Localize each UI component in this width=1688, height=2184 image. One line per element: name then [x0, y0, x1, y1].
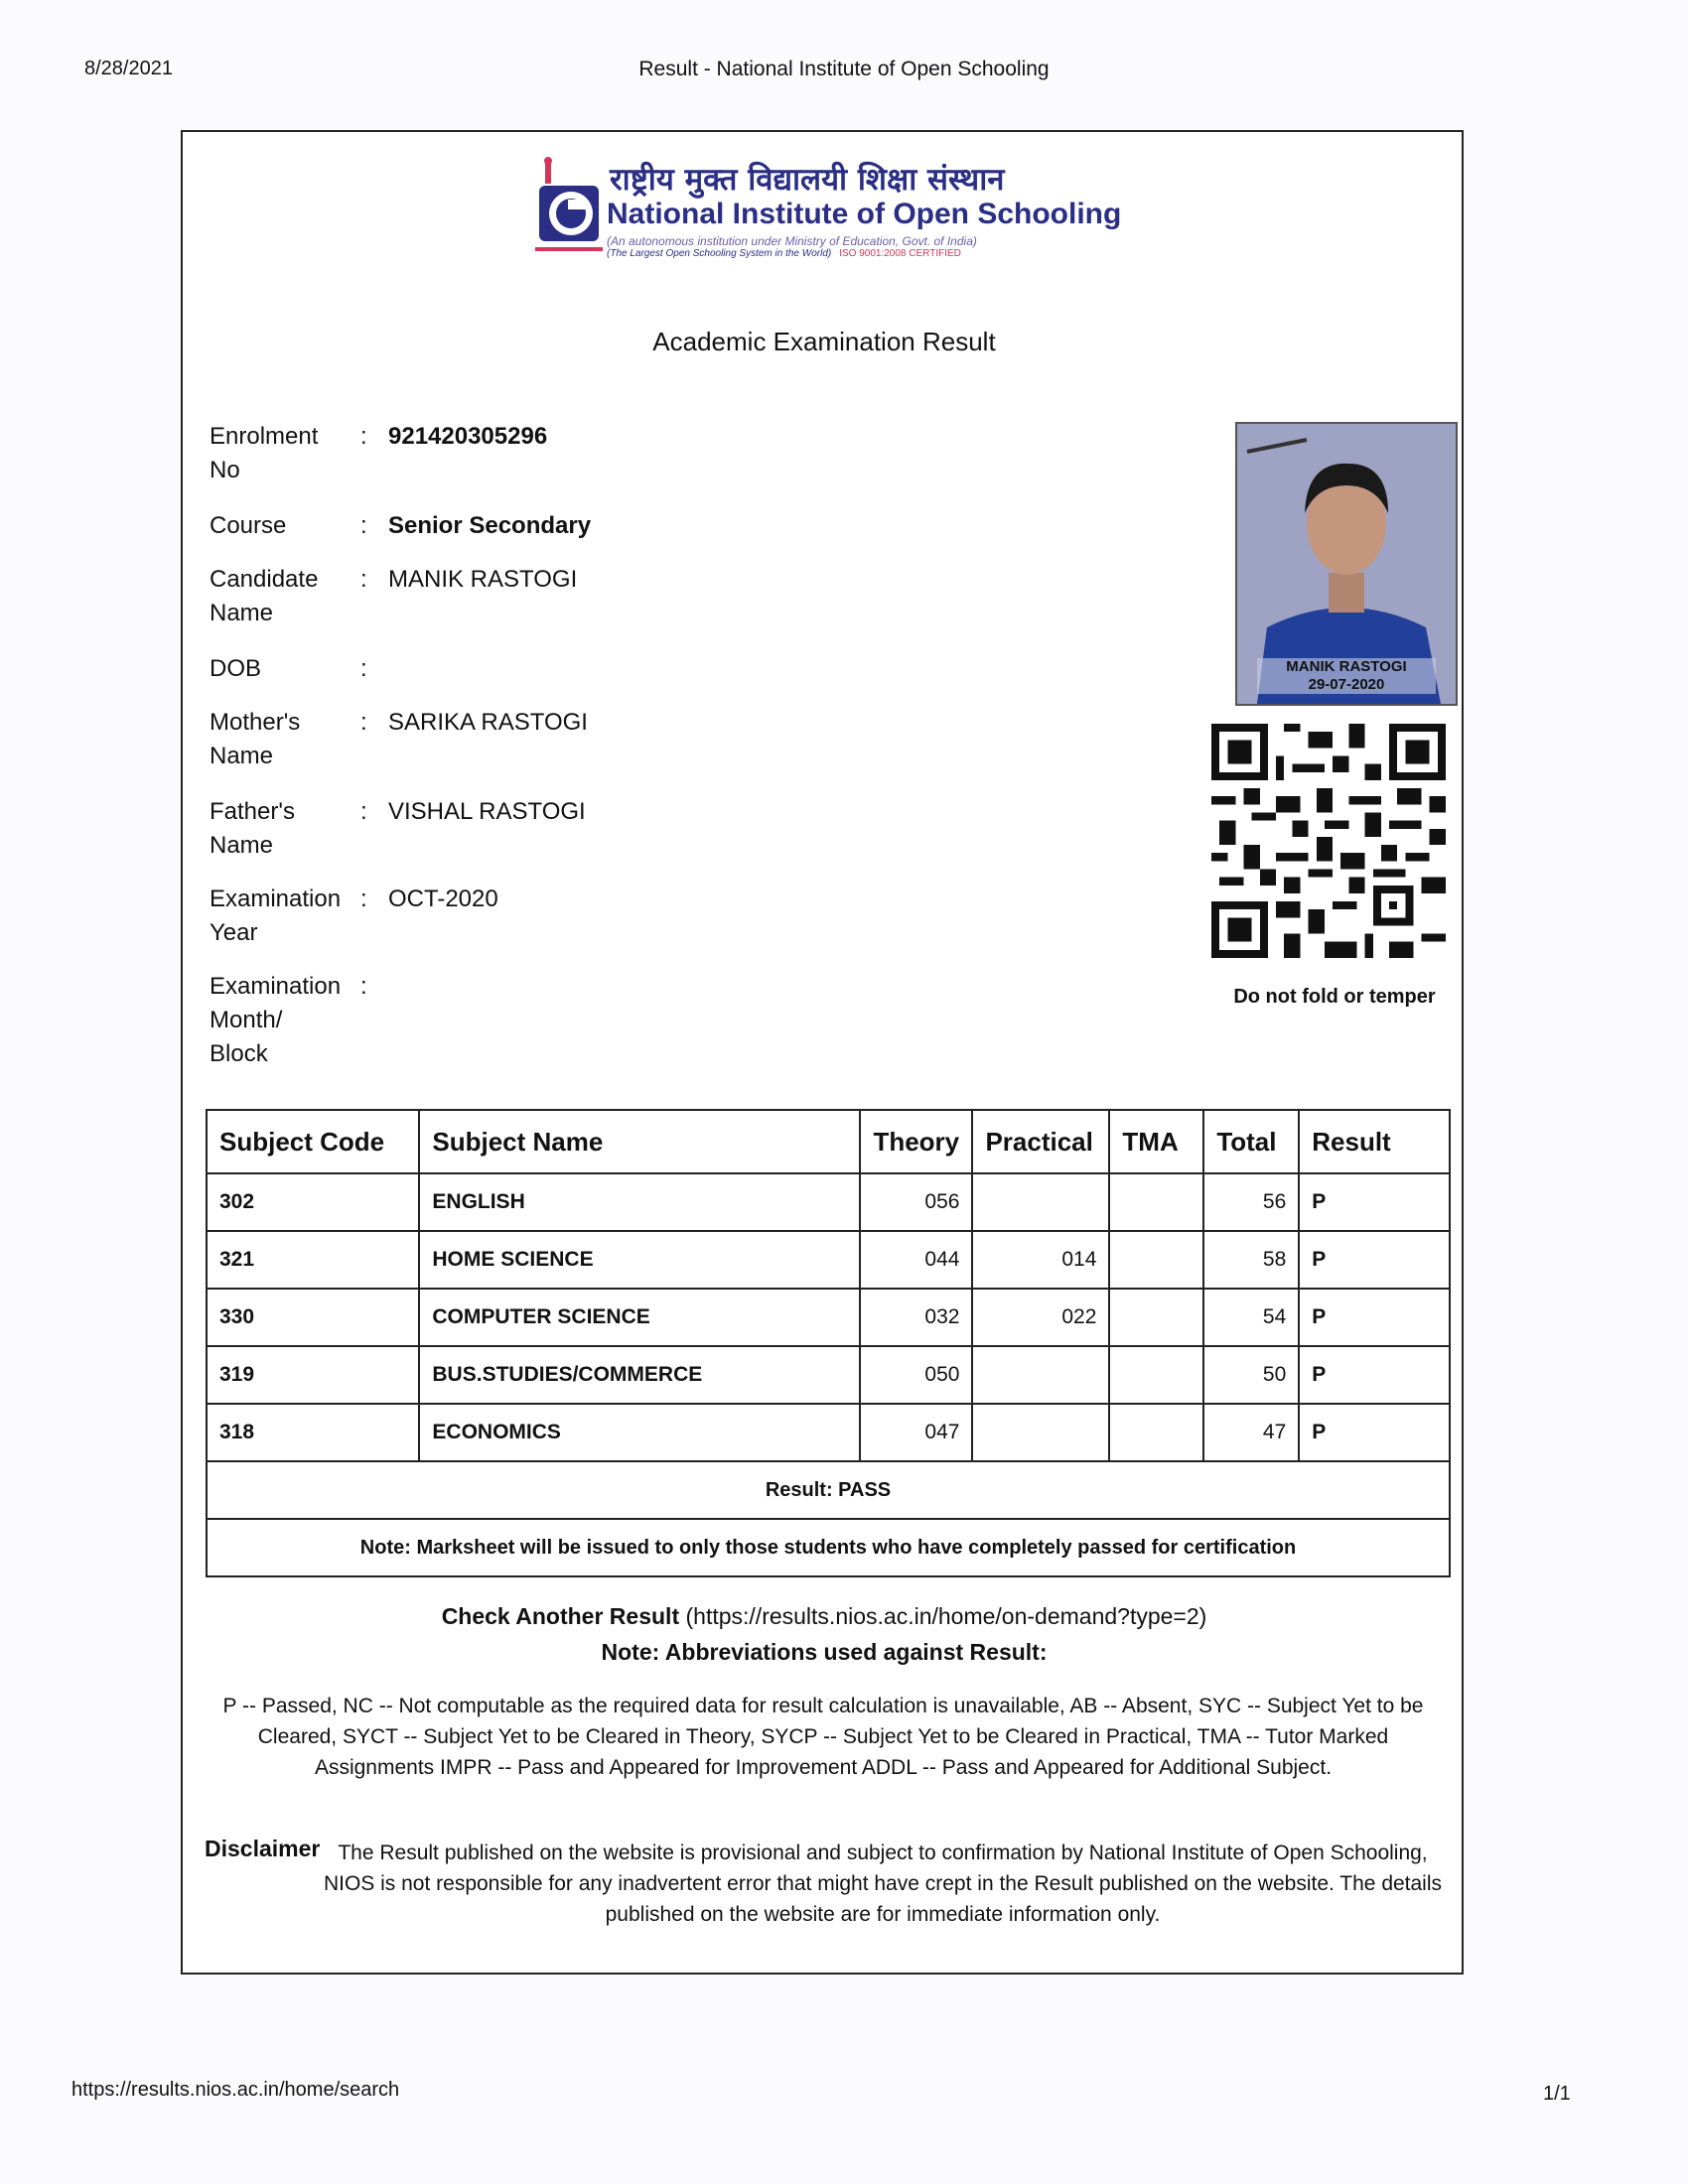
subject-name: ENGLISH: [419, 1173, 860, 1231]
tma-marks: [1109, 1231, 1203, 1289]
marksheet-note-row: [207, 1519, 1450, 1576]
logo-tagline: (The Largest Open Schooling System in the World) ISO 9001:2008 CERTIFIED: [607, 248, 961, 259]
father-name-value: VISHAL RASTOGI: [388, 798, 586, 825]
disclaimer-text: The Result published on the website is provisional and subject to confirmation by National Institute of Open Schooling, NIOS is not responsible for any inadvertent error that might have crept in the Result published on the website. The details published on the website are for immediate information only.: [323, 1842, 1443, 1926]
disclaimer-label: Disclaimer: [205, 1836, 321, 1861]
field-label: Course: [210, 512, 287, 539]
marksheet-note: Note: Marksheet will be issued to only those students who have completely passed for certification: [207, 1519, 1450, 1576]
candidate-photo: [1235, 422, 1458, 706]
col-total: Total: [1203, 1110, 1299, 1173]
overall-result-row: [207, 1461, 1450, 1519]
practical-marks: [972, 1346, 1109, 1404]
subject-result: P: [1299, 1289, 1450, 1346]
tma-marks: [1109, 1289, 1203, 1346]
nios-logo: [535, 156, 1122, 259]
print-title: Result - National Institute of Open Schooling: [638, 58, 1050, 80]
table-header-row: [207, 1110, 1450, 1173]
photo-caption: MANIK RASTOGI 29-07-2020: [1257, 658, 1436, 694]
col-subject-name: Subject Name: [419, 1110, 860, 1173]
practical-marks: [972, 1404, 1109, 1461]
page-title: Academic Examination Result: [652, 327, 996, 356]
subject-code: 302: [207, 1173, 419, 1231]
total-marks: 56: [1203, 1173, 1299, 1231]
col-practical: Practical: [972, 1110, 1109, 1173]
practical-marks: [972, 1173, 1109, 1231]
logo-english-text: National Institute of Open Schooling: [607, 198, 1122, 230]
qr-note: Do not fold or temper: [1233, 986, 1436, 1008]
course-value: Senior Secondary: [388, 512, 592, 539]
nios-emblem-icon: [535, 156, 603, 255]
table-row: [207, 1289, 1450, 1346]
practical-marks: 022: [972, 1289, 1109, 1346]
subject-code: 318: [207, 1404, 419, 1461]
abbreviations-text: P -- Passed, NC -- Not computable as the required data for result calculation is unavailable, AB -- Absent, SYC -- Subject Yet to be Cleared, SYCT -- Subject Yet to be Cleared in Theory, SYCP -- Subject Yet to be Cleared in Practical, TMA -- Tutor Marked Assignments IMPR -- Pass and Appeared for Improvement ADDL -- Pass and Appeared for Additional Subject.: [222, 1695, 1424, 1779]
abbreviations-heading: Note: Abbreviations used against Result:: [601, 1639, 1048, 1665]
tma-marks: [1109, 1346, 1203, 1404]
subject-result: P: [1299, 1346, 1450, 1404]
practical-marks: 014: [972, 1231, 1109, 1289]
tma-marks: [1109, 1173, 1203, 1231]
subject-code: 321: [207, 1231, 419, 1289]
check-another-result: [183, 1603, 1466, 1630]
theory-marks: 044: [860, 1231, 972, 1289]
check-result-url[interactable]: (https://results.nios.ac.in/home/on-demand?type=2): [685, 1603, 1207, 1629]
col-tma: TMA: [1109, 1110, 1203, 1173]
total-marks: 47: [1203, 1404, 1299, 1461]
tma-marks: [1109, 1404, 1203, 1461]
field-label: Examination Year: [210, 886, 342, 946]
subject-result: P: [1299, 1173, 1450, 1231]
check-another-result-link[interactable]: Check Another Result: [441, 1603, 680, 1629]
total-marks: 58: [1203, 1231, 1299, 1289]
subject-name: BUS.STUDIES/COMMERCE: [419, 1346, 860, 1404]
subject-code: 319: [207, 1346, 419, 1404]
table-row: [207, 1404, 1450, 1461]
col-theory: Theory: [860, 1110, 972, 1173]
subject-name: ECONOMICS: [419, 1404, 860, 1461]
print-date: 8/28/2021: [84, 58, 173, 79]
theory-marks: 056: [860, 1173, 972, 1231]
col-result: Result: [1299, 1110, 1450, 1173]
col-subject-code: Subject Code: [207, 1110, 419, 1173]
subject-result: P: [1299, 1231, 1450, 1289]
field-label: Mother's Name: [210, 709, 301, 769]
table-row: [207, 1173, 1450, 1231]
field-label: Candidate Name: [210, 566, 319, 626]
subject-code: 330: [207, 1289, 419, 1346]
qr-code-icon: [1211, 724, 1446, 958]
table-row: [207, 1231, 1450, 1289]
overall-result: Result: PASS: [207, 1461, 1450, 1519]
mother-name-value: SARIKA RASTOGI: [388, 709, 588, 736]
theory-marks: 032: [860, 1289, 972, 1346]
total-marks: 50: [1203, 1346, 1299, 1404]
table-row: [207, 1346, 1450, 1404]
enrolment-value: 921420305296: [388, 423, 548, 450]
result-card: राष्ट्रीय मुक्त विद्यालयी शिक्षा संस्थान National Institute of Open Schooling (An autonomous institution under Ministry of Education, Govt. of India) (The Largest Open Schooling System in the World) ISO 9001:2008 CERTIFIED Academic Examination Result Enrolment No : 921420305296 Course : Senior Secondary Candidate Name : MANIK RASTOGI DOB : Mother's Name : SARIKA RASTOGI Father's Name : VISHAL RASTOGI Examination Year : OCT-2020 Examination Month/ Block : MANIK RASTOGI 29-07-2020 Do not fold or temper Subject Code Subject Name Theory Practical TMA Total Result 302 ENGLISH 056 56 P 321 HOME SCIENCE 044 014 58 P 330 COMPUTER SCIENCE 032 022 54 P 319 BUS.STUDIES/COMMERCE 050 50 P 318 ECONOMICS 047 47 P Result: PASS Note: Marksheet will be issued to only those students who have completely passed for certification Check Another Result (https://results.nios.ac.in/home/on-demand?type=2) Note: Abbreviations used against Result: P -- Passed, NC -- Not computable as the required data for result calculation is unavailable, AB -- Absent, SYC -- Subject Yet to be Cleared, SYCT -- Subject Yet to be Cleared in Theory, SYCP -- Subject Yet to be Cleared in Practical, TMA -- Tutor Marked Assignments IMPR -- Pass and Appeared for Improvement ADDL -- Pass and Appeared for Additional Subject. Disclaimer The Result published on the website is provisional and subject to confirmation by National Institute of Open Schooling, NIOS is not responsible for any inadvertent error that might have crept in the Result published on the website. The details published on the website are for immediate information only.: [181, 130, 1464, 1975]
subject-name: HOME SCIENCE: [419, 1231, 860, 1289]
print-url: https://results.nios.ac.in/home/search: [71, 2079, 400, 2101]
subject-name: COMPUTER SCIENCE: [419, 1289, 860, 1346]
results-table: [206, 1109, 1451, 1577]
exam-year-value: OCT-2020: [388, 886, 498, 912]
logo-subtitle: (An autonomous institution under Ministry of Education, Govt. of India): [607, 234, 977, 248]
total-marks: 54: [1203, 1289, 1299, 1346]
field-label: Enrolment No: [210, 423, 319, 483]
field-label: Examination Month/ Block: [210, 973, 342, 1067]
candidate-name-value: MANIK RASTOGI: [388, 566, 578, 593]
subject-result: P: [1299, 1404, 1450, 1461]
logo-hindi-text: राष्ट्रीय मुक्त विद्यालयी शिक्षा संस्थान: [610, 162, 1005, 198]
field-label: Father's Name: [210, 798, 295, 859]
theory-marks: 047: [860, 1404, 972, 1461]
print-page-number: 1/1: [1543, 2083, 1571, 2105]
field-label: DOB: [210, 655, 262, 682]
theory-marks: 050: [860, 1346, 972, 1404]
